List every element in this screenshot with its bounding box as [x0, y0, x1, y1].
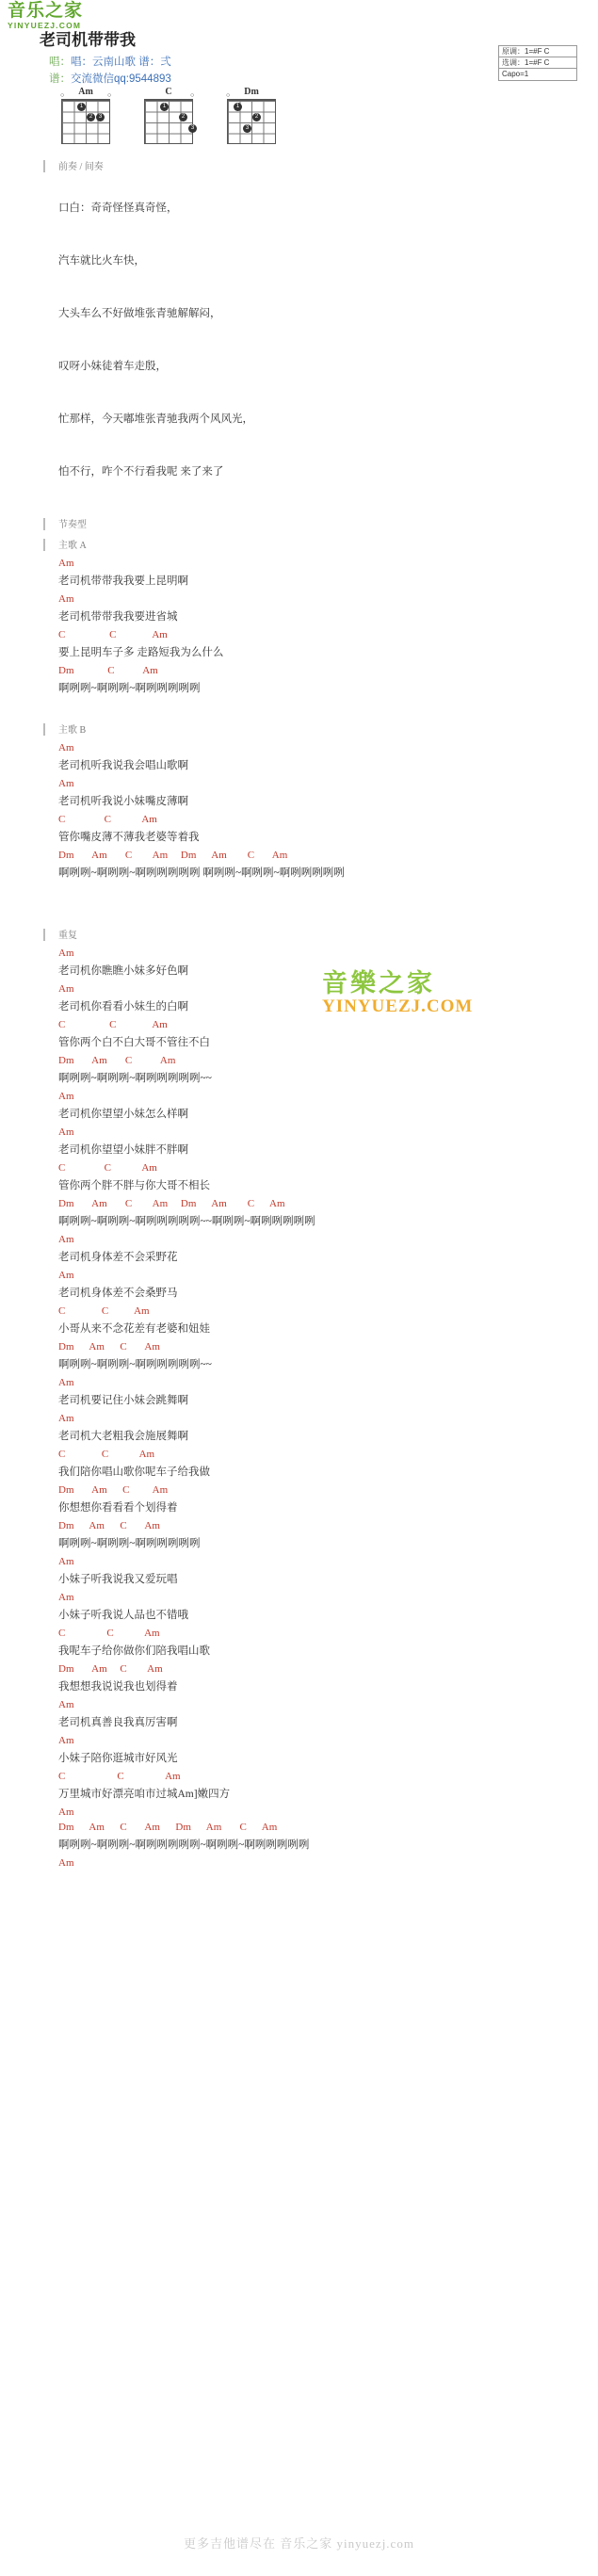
chord-row [0, 1413, 598, 1428]
chord-row [0, 1305, 598, 1320]
chord-row [0, 1592, 598, 1607]
chord-symbols: Am [58, 1592, 74, 1603]
lyric-row [0, 1714, 598, 1735]
section-label: 主歌 B [58, 725, 87, 736]
spacer-line [0, 337, 598, 358]
chord-symbols: Am [58, 1270, 74, 1281]
lyric-text: 老司机身体差不会桑野马 [58, 1288, 178, 1299]
lyric-row [0, 1571, 598, 1592]
score-label: 谱： [49, 73, 71, 85]
chord-row [0, 1270, 598, 1285]
spacer-line [0, 179, 598, 200]
chord-symbols: Dm Am C Am [58, 1663, 163, 1675]
chord-symbols: C C Am [58, 1771, 181, 1782]
chord-row [0, 558, 598, 573]
chord-symbols: Am [58, 593, 74, 605]
chord-row [0, 1019, 598, 1034]
chord-row [0, 1663, 598, 1678]
section-label: 前奏 / 间奏 [58, 162, 104, 172]
lyric-text: 啊咧咧~啊咧咧~啊咧咧咧咧咧 [58, 683, 201, 694]
chord-symbols: Dm Am C Am Dm Am C Am [58, 1198, 285, 1209]
spoken-text: 大头车么不好做堆张青驰解解闷， [58, 308, 221, 319]
capo: Capo=1 [502, 70, 529, 78]
selected-key: 选调：1=#F C [499, 57, 576, 69]
chord-row [0, 1520, 598, 1535]
lyric-text: 老司机你望望小妹怎么样啊 [58, 1109, 188, 1120]
finger-dot: 2 [87, 113, 95, 122]
chord-symbols: Am [58, 1413, 74, 1424]
spoken-row [0, 305, 598, 337]
chord-diagram-c [141, 87, 196, 144]
lyric-text: 我呢车子给你做你们陪我唱山歌 [58, 1645, 210, 1657]
lyric-row [0, 1070, 598, 1091]
finger-dot: 1 [160, 103, 169, 111]
singer-row [49, 54, 171, 71]
chord-row [0, 1556, 598, 1571]
spoken-row [0, 358, 598, 390]
lyric-text: 老司机你望望小妹胖不胖啊 [58, 1144, 188, 1156]
lyric-row [0, 573, 598, 593]
lyric-row [0, 1106, 598, 1126]
chord-symbols: C C Am [58, 1162, 157, 1174]
chord-row [0, 1091, 598, 1106]
finger-dot: 1 [234, 103, 242, 111]
chord-row [0, 814, 598, 829]
lyric-row [0, 608, 598, 629]
chord-row [0, 1771, 598, 1786]
finger-dot: 2 [252, 113, 261, 122]
lyric-row [0, 1285, 598, 1305]
lyric-text: 老司机要记住小妹会跳舞啊 [58, 1395, 188, 1406]
section-label: 重复 [58, 931, 77, 941]
lyric-row [0, 757, 598, 778]
finger-dot: 1 [77, 103, 86, 111]
lyric-row [0, 680, 598, 701]
section-marker [43, 723, 45, 736]
chord-symbols: Dm Am C Am Dm Am C Am [58, 850, 288, 861]
chord-symbols: Am [58, 1699, 74, 1710]
section-marker [43, 539, 45, 551]
lyric-text: 万里城市好漂亮咱市过城Am]嫩四方 [58, 1789, 231, 1800]
site-logo-en: YINYUEZJ.COM [8, 21, 82, 30]
section-label-row [0, 721, 598, 742]
chord-name: Am [78, 87, 93, 97]
lyric-text: 要上昆明车子多 走路短我为么什么 [58, 647, 224, 658]
spoken-text: 怕不行，咋个不行看我呢 来了来了 [58, 466, 224, 478]
chord-symbols: Am [58, 1806, 74, 1818]
spoken-text: 叹呀小妹徒着车走殷， [58, 361, 167, 372]
chord-row [0, 629, 598, 644]
chord-row [0, 1735, 598, 1750]
chord-symbols: Am [58, 1556, 74, 1567]
lyric-row [0, 1392, 598, 1413]
lyric-text: 老司机听我说小妹嘴皮薄啊 [58, 796, 188, 807]
lyric-text: 啊咧咧~啊咧咧~啊咧咧咧咧咧~啊咧咧~啊咧咧咧咧咧 [58, 1839, 310, 1851]
lyric-text: 我们陪你唱山歌你呢车子给我做 [58, 1466, 210, 1478]
finger-dot: 3 [188, 124, 197, 133]
lyric-row [0, 1837, 598, 1857]
chord-symbols: Am [58, 778, 74, 789]
chord-row [0, 1126, 598, 1142]
chord-symbols: C C Am [58, 1019, 168, 1030]
lyric-text: 你想想你看看看个划得着 [58, 1502, 178, 1514]
chord-row [0, 593, 598, 608]
lyric-row [0, 865, 598, 885]
lyric-row [0, 644, 598, 665]
lyric-text: 老司机你瞧瞧小妹多好色啊 [58, 965, 188, 977]
chord-symbols: C C Am [58, 1628, 160, 1639]
lyric-text: 啊咧咧~啊咧咧~啊咧咧咧咧咧~~啊咧咧~啊咧咧咧咧咧 [58, 1216, 315, 1227]
chord-symbols: C C Am [58, 629, 168, 640]
chord-row [0, 1699, 598, 1714]
lyric-text: 小哥从来不念花差有老婆和妞娃 [58, 1323, 210, 1335]
chord-symbols: Dm Am C Am [58, 1484, 169, 1496]
lyric-row [0, 1643, 598, 1663]
score-row [49, 71, 171, 88]
site-logo-cn: 音乐之家 [8, 1, 84, 21]
lyric-row [0, 1356, 598, 1377]
chord-row [0, 1484, 598, 1499]
singer-label: 唱： [49, 57, 71, 68]
lyric-text: 管你两个白不白大哥不管往不白 [58, 1037, 210, 1048]
chord-symbols: C C Am [58, 814, 157, 825]
chord-symbols: Am [58, 742, 74, 753]
chord-symbols: Dm C Am [58, 665, 158, 676]
spoken-text: 口白：奇奇怪怪真奇怪， [58, 203, 178, 214]
chord-symbols: Dm Am C Am Dm Am C Am [58, 1822, 278, 1833]
lyric-row [0, 1464, 598, 1484]
lyric-row [0, 1320, 598, 1341]
chord-row [0, 1162, 598, 1177]
spoken-text: 忙那样，今天嘟堆张青驰我两个风风光， [58, 413, 253, 425]
spoken-row [0, 252, 598, 284]
lyric-text: 老司机听我说我会唱山歌啊 [58, 760, 188, 771]
chord-symbols: Am [58, 1126, 74, 1138]
chord-row [0, 1341, 598, 1356]
chord-row [0, 948, 598, 963]
lyric-text: 管你两个胖不胖与你大哥不相长 [58, 1180, 210, 1191]
section-label-row [0, 516, 598, 537]
lyric-row [0, 1678, 598, 1699]
page-title: 老司机带带我 [40, 31, 136, 49]
chord-symbols: Am [58, 1857, 74, 1869]
lyric-row [0, 1213, 598, 1234]
chord-row [0, 778, 598, 793]
original-key: 原调：1=#F C [499, 46, 576, 57]
section-marker [43, 518, 45, 530]
chord-row [0, 850, 598, 865]
lyric-text: 啊咧咧~啊咧咧~啊咧咧咧咧咧 啊咧咧~啊咧咧~啊咧咧咧咧咧 [58, 867, 345, 879]
spacer-line [0, 443, 598, 463]
watermark-en: YINYUEZJ.COM [322, 996, 474, 1016]
lyric-text: 我想想我说说我也划得着 [58, 1681, 178, 1693]
chord-symbols: Am [58, 948, 74, 959]
section-marker [43, 160, 45, 172]
finger-dot: 3 [243, 124, 251, 133]
score-value: 交流微信qq:9544893 [71, 73, 171, 85]
chord-symbols: Am [58, 1091, 74, 1102]
section-label: 节奏型 [58, 520, 87, 530]
chord-symbols: Dm Am C Am [58, 1055, 176, 1066]
chord-diagram-am [58, 87, 113, 144]
chord-row [0, 1628, 598, 1643]
chord-row [0, 1857, 598, 1872]
spoken-row [0, 463, 598, 495]
chord-diagram-dm [224, 87, 279, 144]
chord-row [0, 1198, 598, 1213]
chord-symbols: C C Am [58, 1305, 150, 1317]
spacer-line [0, 495, 598, 516]
page-footer: 更多吉他谱尽在 音乐之家 yinyuezj.com [184, 2536, 414, 2551]
chord-row [0, 1822, 598, 1837]
section-label: 主歌 A [58, 541, 87, 551]
lyric-row [0, 1034, 598, 1055]
open-string-icon: ○ [190, 92, 195, 99]
chord-symbols: Am [58, 1377, 74, 1388]
fretboard-grid [144, 92, 195, 144]
lyric-text: 老司机你看看小妹生的白啊 [58, 1001, 188, 1013]
lyric-row [0, 1428, 598, 1449]
lyric-row [0, 793, 598, 814]
chord-symbols: Am [58, 558, 74, 569]
chord-row [0, 1234, 598, 1249]
lyric-text: 管你嘴皮薄不薄我老婆等着我 [58, 832, 200, 843]
chord-row [0, 742, 598, 757]
lyric-text: 老司机真善良我真厉害啊 [58, 1717, 178, 1728]
chord-symbols: Am [58, 1234, 74, 1245]
lyric-text: 啊咧咧~啊咧咧~啊咧咧咧咧咧~~ [58, 1073, 212, 1084]
lyric-row [0, 1142, 598, 1162]
open-string-icon: ○ [60, 92, 65, 99]
lyric-row [0, 1177, 598, 1198]
lyric-text: 啊咧咧~啊咧咧~啊咧咧咧咧咧 [58, 1538, 201, 1549]
chord-symbols: Dm Am C Am [58, 1341, 160, 1353]
lyric-text: 老司机带带我我要进省城 [58, 611, 178, 623]
spacer-line [0, 284, 598, 305]
watermark-cn: 音樂之家 [322, 969, 435, 997]
chord-symbols: Am [58, 983, 74, 995]
chord-diagrams [58, 87, 279, 144]
chord-symbols: Dm Am C Am [58, 1520, 160, 1531]
finger-dot: 3 [96, 113, 105, 122]
chord-name: C [165, 87, 172, 97]
lyric-row [0, 1750, 598, 1771]
lyric-row [0, 1786, 598, 1806]
key-info-box [498, 45, 577, 81]
watermark [322, 970, 539, 1017]
lyric-row [0, 829, 598, 850]
chord-symbols: Am [58, 1735, 74, 1746]
chord-name: Dm [244, 87, 259, 97]
lyric-text: 老司机大老粗我会施展舞啊 [58, 1431, 188, 1442]
spacer-line [0, 390, 598, 411]
lyric-text: 小妹子听我说我又爱玩唱 [58, 1574, 178, 1585]
chord-symbols: C C Am [58, 1449, 155, 1460]
spoken-text: 汽车就比火车快， [58, 255, 145, 267]
finger-dot: 2 [179, 113, 187, 122]
section-label-row [0, 158, 598, 179]
spacer-line [0, 906, 598, 927]
spoken-row [0, 200, 598, 232]
chord-row [0, 1449, 598, 1464]
spacer-line [0, 701, 598, 721]
section-label-row [0, 927, 598, 948]
open-string-icon: ○ [107, 92, 112, 99]
singer-value: 唱：云南山歌 谱：弍 [71, 57, 171, 68]
lyric-row [0, 1607, 598, 1628]
chord-row [0, 665, 598, 680]
open-string-icon: ○ [226, 92, 231, 99]
lyric-text: 小妹子听我说人品也不错哦 [58, 1610, 188, 1621]
spoken-row [0, 411, 598, 443]
lyric-text: 老司机带带我我要上昆明啊 [58, 575, 188, 587]
spacer-line [0, 885, 598, 906]
lyric-text: 老司机身体差不会采野花 [58, 1252, 178, 1263]
lyric-row [0, 1535, 598, 1556]
chord-row [0, 1377, 598, 1392]
song-meta [49, 54, 171, 88]
section-marker [43, 929, 45, 941]
lyric-row [0, 1249, 598, 1270]
lyric-text: 小妹子陪你逛城市好风光 [58, 1753, 178, 1764]
chord-row [0, 1055, 598, 1070]
chord-row [0, 1806, 598, 1822]
lyric-row [0, 1499, 598, 1520]
spacer-line [0, 232, 598, 252]
section-label-row [0, 537, 598, 558]
lyric-text: 啊咧咧~啊咧咧~啊咧咧咧咧咧~~ [58, 1359, 212, 1370]
